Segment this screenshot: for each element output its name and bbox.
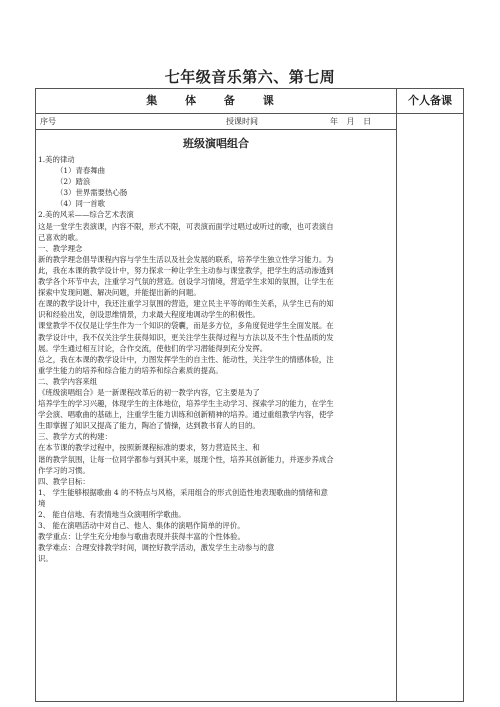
content-line: 3、 能在演唱活动中对自己、他人、集体的演唱作简单的评价。 [38,521,245,531]
content-line: 一、教学理念 [38,243,83,253]
content-line: 这是一堂学生表演课，内容不限，形式不限，可表演而面学过唱过或听过的歌，也可表演自 [38,221,334,231]
content-line: 境 [38,498,46,508]
content-line: （4）同一首歌 [56,199,106,209]
content-line: （3）世界需要热心肠 [56,188,128,198]
content-line: 新的教学理念倡导课程内容与学生生活以及社会发展的联系，培养学生独立性学习能力。为 [38,254,334,264]
content-line: 教学重点：让学生充分地参与歌曲表现并获得丰富的个性体验。 [38,532,245,542]
content-line: 谐的教学氛围，让每一位同学都参与到其中来，展现个性，培养其创新能力，并逐步养成合 [38,454,334,464]
content-line: 己喜欢的歌。 [38,232,83,242]
lesson-plan-table [35,88,464,702]
content-line: 四、教学目标： [38,476,90,486]
date-label: 年 月 日 [330,117,372,126]
content-line: 总之，我在本课的教学设计中，力图发挥学生的自主性、能动性，关注学生的情感体验，注 [38,354,334,364]
content-line: 此，我在本课的教学设计中，努力探求一种让学生主动参与课堂教学，把学生的活动渗透到 [38,265,334,275]
content-line: 2.美的风采——综合艺术表演 [38,210,134,220]
content-line: 探索中发现问题、解决问题，并能提出新的问题。 [38,288,201,298]
content-line: 重学生能力的培养和综合能力的培养和综合素质的提高。 [38,365,223,375]
class-time-label: 授课时间 [226,117,258,126]
content-line: 教学设计中，我不仅关注学生获得知识，更关注学生获得过程与方法以及不生个性品质的发 [38,332,334,342]
page-title: 七年级音乐第六、第七周 [164,68,336,86]
content-line: 展。学生通过相互讨论，合作交流，使他们的学习潜能得到充分发挥。 [38,343,268,353]
sequence-label: 序号 [40,117,56,126]
content-line: 教学难点：合理安排教学时间，调控好教学活动，激发学生主动参与的意 [38,543,275,553]
section-title: 班级演唱组合 [183,137,249,150]
lesson-content [38,154,394,564]
content-line: 在本节课的教学过程中，按照新课程标准的要求，努力营造民主、和 [38,443,260,453]
content-line: 在课的教学设计中，我还注重学习氛围的营造，建立民主平等的师生关系，从学生已有的知 [38,299,334,309]
content-line: 课堂教学不仅仅是让学生作为一个知识的袋囊，而是多方位，多角度促进学生全面发展。在 [38,321,334,331]
content-line: 识。 [38,554,53,564]
content-line: 培养学生的学习兴趣，体现学生的主体地位，培养学生主动学习、探索学习的能力，在学生 [38,399,334,409]
content-line: 作学习的习惯。 [38,465,90,475]
content-line: 2、 能自信地、有表情地当众演唱所学歌曲。 [38,510,186,519]
divider [36,129,396,130]
content-line: 二、教学内容来组 [38,376,98,386]
content-line: 《班级演唱组合》是一新课程改革后的初一教学内容，它主要是为了 [38,387,260,397]
content-line: 教学各个环节中去，注重学习气氛的营造。创设学习情境，营造学生求知的氛围，让学生在 [38,277,334,287]
personal-prep-header: 个人备课 [408,94,452,107]
content-line: （2）踏浪 [56,177,91,187]
column-divider [396,89,397,701]
content-line: 三、教学方式的构建： [38,432,112,442]
content-line: 1、 学生能够根据歌曲 4 的不特点与风格，采用组合的形式创造性地表现歌曲的情绪和意 [38,487,328,497]
content-line: 1.美的律动 [38,155,75,164]
content-line: 学会演、唱歌曲的基础上，注重学生能力训练和创新精神的培养。通过重组教学内容，使学 [38,410,334,420]
collective-prep-header: 集 体 备 课 [146,94,286,107]
content-line: 生即掌握了知识又提高了能力，陶冶了情操，达到教书育人的目的。 [38,421,260,431]
content-line: （1）青春舞曲 [56,166,106,176]
content-line: 识和经验出发，创设思维情景，力求最大程度地调动学生的积极性。 [38,310,260,320]
